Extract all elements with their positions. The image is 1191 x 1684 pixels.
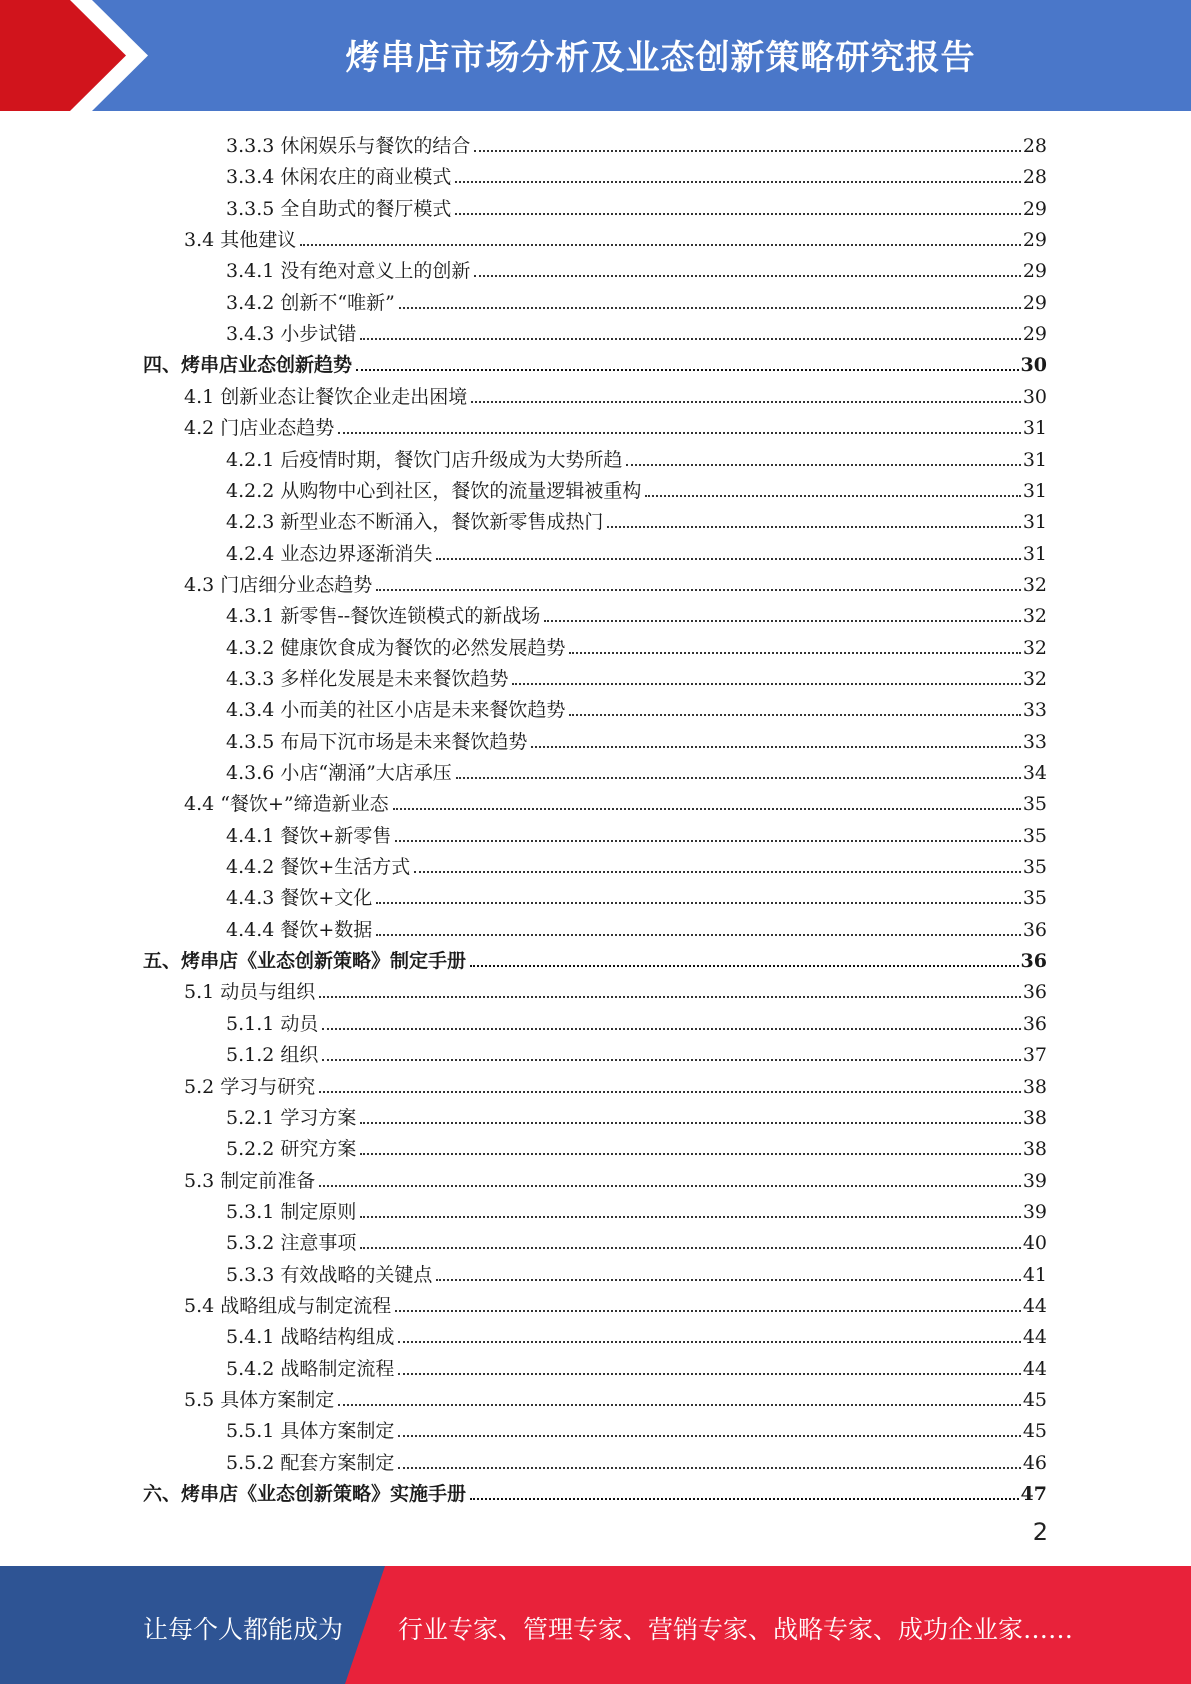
toc-entry[interactable] (226, 1444, 1047, 1475)
toc-entry[interactable] (226, 535, 1047, 566)
toc-entry[interactable] (184, 785, 1047, 816)
toc-entry-page: 31 (1022, 479, 1047, 502)
header-banner (0, 0, 1191, 111)
dot-leader (376, 588, 1021, 591)
toc-entry-page: 28 (1022, 135, 1047, 157)
dot-leader (300, 243, 1021, 246)
dot-leader (399, 306, 1021, 309)
toc-entry-page: 29 (1022, 323, 1047, 346)
toc-entry-page: 29 (1022, 291, 1047, 314)
toc-entry-page: 32 (1022, 667, 1047, 690)
toc-entry-title: 5.1.1 动员 (226, 1012, 319, 1035)
dot-leader (398, 1466, 1020, 1469)
toc-entry[interactable] (184, 1287, 1047, 1318)
toc-entry-title: 3.4.2 创新不“唯新” (226, 291, 395, 314)
toc-entry[interactable] (226, 252, 1047, 283)
toc-entry[interactable] (226, 1005, 1047, 1036)
toc-entry-page: 47 (1020, 1483, 1047, 1506)
toc-entry-title: 四、烤串店业态创新趋势 (143, 354, 353, 377)
toc-entry[interactable] (226, 1193, 1047, 1224)
toc-entry-title: 5.1 动员与组织 (184, 981, 316, 1004)
report-title: 烤串店市场分析及业态创新策略研究报告 (345, 38, 976, 78)
dot-leader (474, 274, 1020, 277)
toc-entry-page: 30 (1022, 385, 1047, 408)
dot-leader (474, 149, 1020, 152)
toc-entry-title: 3.3.3 休闲娱乐与餐饮的结合 (226, 135, 471, 157)
footer-banner (0, 1566, 1191, 1684)
dot-leader (319, 1184, 1021, 1187)
toc-entry-title: 3.3.4 休闲农庄的商业模式 (226, 166, 452, 189)
toc-entry-title: 5.2 学习与研究 (184, 1075, 316, 1098)
toc-entry-page: 32 (1022, 573, 1047, 596)
toc-entry-page: 44 (1022, 1326, 1047, 1349)
toc-entry-page: 31 (1022, 511, 1047, 534)
toc-entry-page: 46 (1022, 1451, 1047, 1474)
toc-entry-title: 4.2.1 后疫情时期，餐饮门店升级成为大势所趋 (226, 448, 623, 471)
toc-entry-title: 六、烤串店《业态创新策略》实施手册 (143, 1483, 467, 1506)
toc-entry[interactable] (226, 1256, 1047, 1287)
toc-entry-title: 3.4.3 小步试错 (226, 323, 357, 346)
toc-entry-title: 五、烤串店《业态创新策略》制定手册 (143, 950, 467, 973)
toc-entry-page: 35 (1022, 887, 1047, 910)
toc-entry-page: 31 (1022, 417, 1047, 440)
toc-entry-page: 45 (1022, 1389, 1047, 1411)
toc-entry[interactable] (226, 848, 1047, 879)
dot-leader (338, 431, 1021, 434)
toc-entry-title: 5.4.2 战略制定流程 (226, 1357, 395, 1380)
dot-leader (360, 1121, 1020, 1124)
toc-entry-title: 3.4 其他建议 (184, 229, 297, 252)
dot-leader (360, 1215, 1020, 1218)
dot-leader (395, 839, 1021, 842)
dot-leader (470, 1497, 1019, 1500)
toc-entry[interactable] (184, 221, 1047, 252)
toc-entry-title: 5.3 制定前准备 (184, 1169, 316, 1192)
toc-entry-title: 4.2.2 从购物中心到社区，餐饮的流量逻辑被重构 (226, 479, 642, 502)
dot-leader (531, 745, 1020, 748)
toc-entry-page: 38 (1022, 1138, 1047, 1161)
dot-leader (376, 901, 1021, 904)
dot-leader (360, 1246, 1020, 1249)
toc-entry[interactable] (226, 597, 1047, 628)
toc-entry-title: 4.4 “餐饮+”缔造新业态 (184, 793, 389, 816)
dot-leader (436, 557, 1020, 560)
toc-entry-page: 28 (1022, 166, 1047, 189)
toc-entry-page: 32 (1022, 605, 1047, 628)
toc-entry[interactable] (226, 723, 1047, 754)
toc-entry[interactable] (184, 973, 1047, 1004)
toc-entry[interactable] (226, 284, 1047, 315)
dot-leader (398, 1340, 1020, 1343)
toc-entry-page: 39 (1022, 1200, 1047, 1223)
toc-entry-title: 4.3.3 多样化发展是未来餐饮趋势 (226, 667, 509, 690)
toc-entry-title: 5.3.1 制定原则 (226, 1200, 357, 1223)
toc-entry-title: 5.1.2 组织 (226, 1044, 319, 1067)
toc-entry-page: 36 (1020, 950, 1047, 973)
toc-entry[interactable] (226, 1318, 1047, 1349)
dot-leader (512, 682, 1020, 685)
dot-leader (322, 1027, 1020, 1030)
dot-leader (319, 995, 1021, 998)
toc-entry[interactable] (184, 1381, 1047, 1412)
toc-entry-page: 29 (1022, 197, 1047, 220)
dot-leader (544, 619, 1021, 622)
toc-entry-title: 4.2.3 新型业态不断涌入，餐饮新零售成热门 (226, 511, 604, 534)
toc-entry[interactable] (184, 409, 1047, 440)
toc-entry-page: 33 (1022, 699, 1047, 722)
toc-entry[interactable] (226, 817, 1047, 848)
toc-entry-page: 38 (1022, 1075, 1047, 1098)
toc-entry-page: 36 (1022, 918, 1047, 941)
toc-entry-title: 5.4 战略组成与制定流程 (184, 1294, 392, 1317)
dot-leader (322, 1058, 1020, 1061)
dot-leader (398, 1372, 1020, 1375)
red-arrow-decoration (0, 0, 160, 111)
toc-entry-title: 5.5.2 配套方案制定 (226, 1451, 395, 1474)
toc-entry[interactable] (226, 1130, 1047, 1161)
toc-entry[interactable] (226, 660, 1047, 691)
toc-entry[interactable] (184, 566, 1047, 597)
toc-entry[interactable] (226, 911, 1047, 942)
dot-leader (455, 212, 1020, 215)
toc-entry-page: 45 (1022, 1420, 1047, 1443)
toc-entry[interactable] (226, 441, 1047, 472)
dot-leader (414, 870, 1021, 873)
footer-slogan-right: 行业专家、管理专家、营销专家、战略专家、成功企业家…… (398, 1615, 1074, 1644)
toc-entry-page: 35 (1022, 824, 1047, 847)
toc-entry-page: 34 (1022, 762, 1047, 784)
toc-entry-page: 29 (1022, 260, 1047, 283)
dot-leader (607, 525, 1020, 528)
toc-entry-title: 3.3.5 全自助式的餐厅模式 (226, 197, 452, 220)
dot-leader (569, 713, 1020, 716)
toc-entry[interactable] (226, 472, 1047, 503)
toc-entry[interactable] (226, 1224, 1047, 1255)
footer-slogan-left: 让每个人都能成为 (143, 1615, 344, 1644)
toc-entry[interactable] (184, 1162, 1047, 1193)
toc-entry[interactable] (226, 315, 1047, 346)
toc-entry[interactable] (226, 127, 1047, 158)
toc-entry-title: 4.3.2 健康饮食成为餐饮的必然发展趋势 (226, 636, 566, 659)
toc-entry-title: 4.3.5 布局下沉市场是未来餐饮趋势 (226, 730, 528, 753)
toc-entry[interactable] (226, 190, 1047, 221)
dot-leader (393, 807, 1021, 810)
toc-entry-page: 41 (1022, 1263, 1047, 1286)
toc-entry-title: 5.2.1 学习方案 (226, 1106, 357, 1129)
toc-entry[interactable] (226, 503, 1047, 534)
toc-entry[interactable] (143, 942, 1047, 973)
page-number: 2 (1032, 1518, 1048, 1546)
toc-entry-page: 39 (1022, 1169, 1047, 1192)
toc-entry-page: 29 (1022, 229, 1047, 252)
toc-entry-page: 31 (1022, 542, 1047, 565)
toc-entry-page: 37 (1022, 1044, 1047, 1067)
toc-entry[interactable] (226, 158, 1047, 189)
dot-leader (395, 1309, 1021, 1312)
dot-leader (376, 933, 1021, 936)
toc-entry-page: 36 (1022, 1012, 1047, 1035)
toc-entry-page: 35 (1022, 793, 1047, 816)
toc-entry-title: 4.4.1 餐饮+新零售 (226, 824, 392, 847)
dot-leader (338, 1403, 1021, 1406)
toc-entry[interactable] (184, 1068, 1047, 1099)
dot-leader (455, 180, 1020, 183)
toc-entry-page: 35 (1022, 856, 1047, 879)
toc-entry-title: 4.3.4 小而美的社区小店是未来餐饮趋势 (226, 699, 566, 722)
dot-leader (456, 776, 1021, 779)
dot-leader (360, 337, 1020, 340)
toc-entry-title: 5.4.1 战略结构组成 (226, 1326, 395, 1349)
toc-entry-title: 4.1 创新业态让餐饮企业走出困境 (184, 385, 468, 408)
dot-leader (356, 368, 1019, 371)
toc-entry-title: 4.2.4 业态边界逐渐消失 (226, 542, 433, 565)
toc-entry[interactable] (226, 1036, 1047, 1067)
toc-entry-title: 4.3.1 新零售--餐饮连锁模式的新战场 (226, 605, 541, 628)
toc-entry-page: 30 (1020, 354, 1047, 377)
toc-entry[interactable] (184, 378, 1047, 409)
toc-entry-title: 5.5.1 具体方案制定 (226, 1420, 395, 1443)
toc-entry[interactable] (226, 691, 1047, 722)
toc-entry-page: 33 (1022, 730, 1047, 753)
toc-entry[interactable] (226, 629, 1047, 660)
toc-entry[interactable] (226, 1412, 1047, 1443)
toc-entry-page: 38 (1022, 1106, 1047, 1129)
toc-entry-title: 4.3 门店细分业态趋势 (184, 573, 373, 596)
toc-entry-title: 5.3.3 有效战略的关键点 (226, 1263, 433, 1286)
dot-leader (319, 1090, 1021, 1093)
toc-entry-page: 32 (1022, 636, 1047, 659)
dot-leader (470, 964, 1019, 967)
toc-entry-title: 4.3.6 小店“潮涌”大店承压 (226, 762, 452, 784)
toc-entry[interactable] (226, 879, 1047, 910)
toc-entry-title: 3.4.1 没有绝对意义上的创新 (226, 260, 471, 283)
dot-leader (471, 400, 1021, 403)
toc-entry-title: 4.2 门店业态趋势 (184, 417, 335, 440)
dot-leader (626, 463, 1020, 466)
toc-entry-title: 4.4.4 餐饮+数据 (226, 918, 373, 941)
toc-entry-page: 31 (1022, 448, 1047, 471)
toc-entry-page: 36 (1022, 981, 1047, 1004)
toc-entry-title: 5.3.2 注意事项 (226, 1232, 357, 1255)
dot-leader (398, 1434, 1020, 1437)
dot-leader (436, 1278, 1020, 1281)
toc-entry-title: 4.4.3 餐饮+文化 (226, 887, 373, 910)
toc-entry[interactable] (143, 346, 1047, 377)
toc-entry[interactable] (226, 1099, 1047, 1130)
toc-entry-page: 44 (1022, 1357, 1047, 1380)
toc-entry-title: 5.5 具体方案制定 (184, 1389, 335, 1411)
toc-entry[interactable] (226, 754, 1047, 785)
toc-entry[interactable] (143, 1475, 1047, 1506)
dot-leader (645, 494, 1020, 497)
toc-entry-page: 44 (1022, 1294, 1047, 1317)
dot-leader (360, 1152, 1020, 1155)
toc-entry-title: 4.4.2 餐饮+生活方式 (226, 856, 411, 879)
toc-entry[interactable] (226, 1350, 1047, 1381)
dot-leader (569, 651, 1020, 654)
toc-entry-title: 5.2.2 研究方案 (226, 1138, 357, 1161)
toc-entry-page: 40 (1022, 1232, 1047, 1255)
